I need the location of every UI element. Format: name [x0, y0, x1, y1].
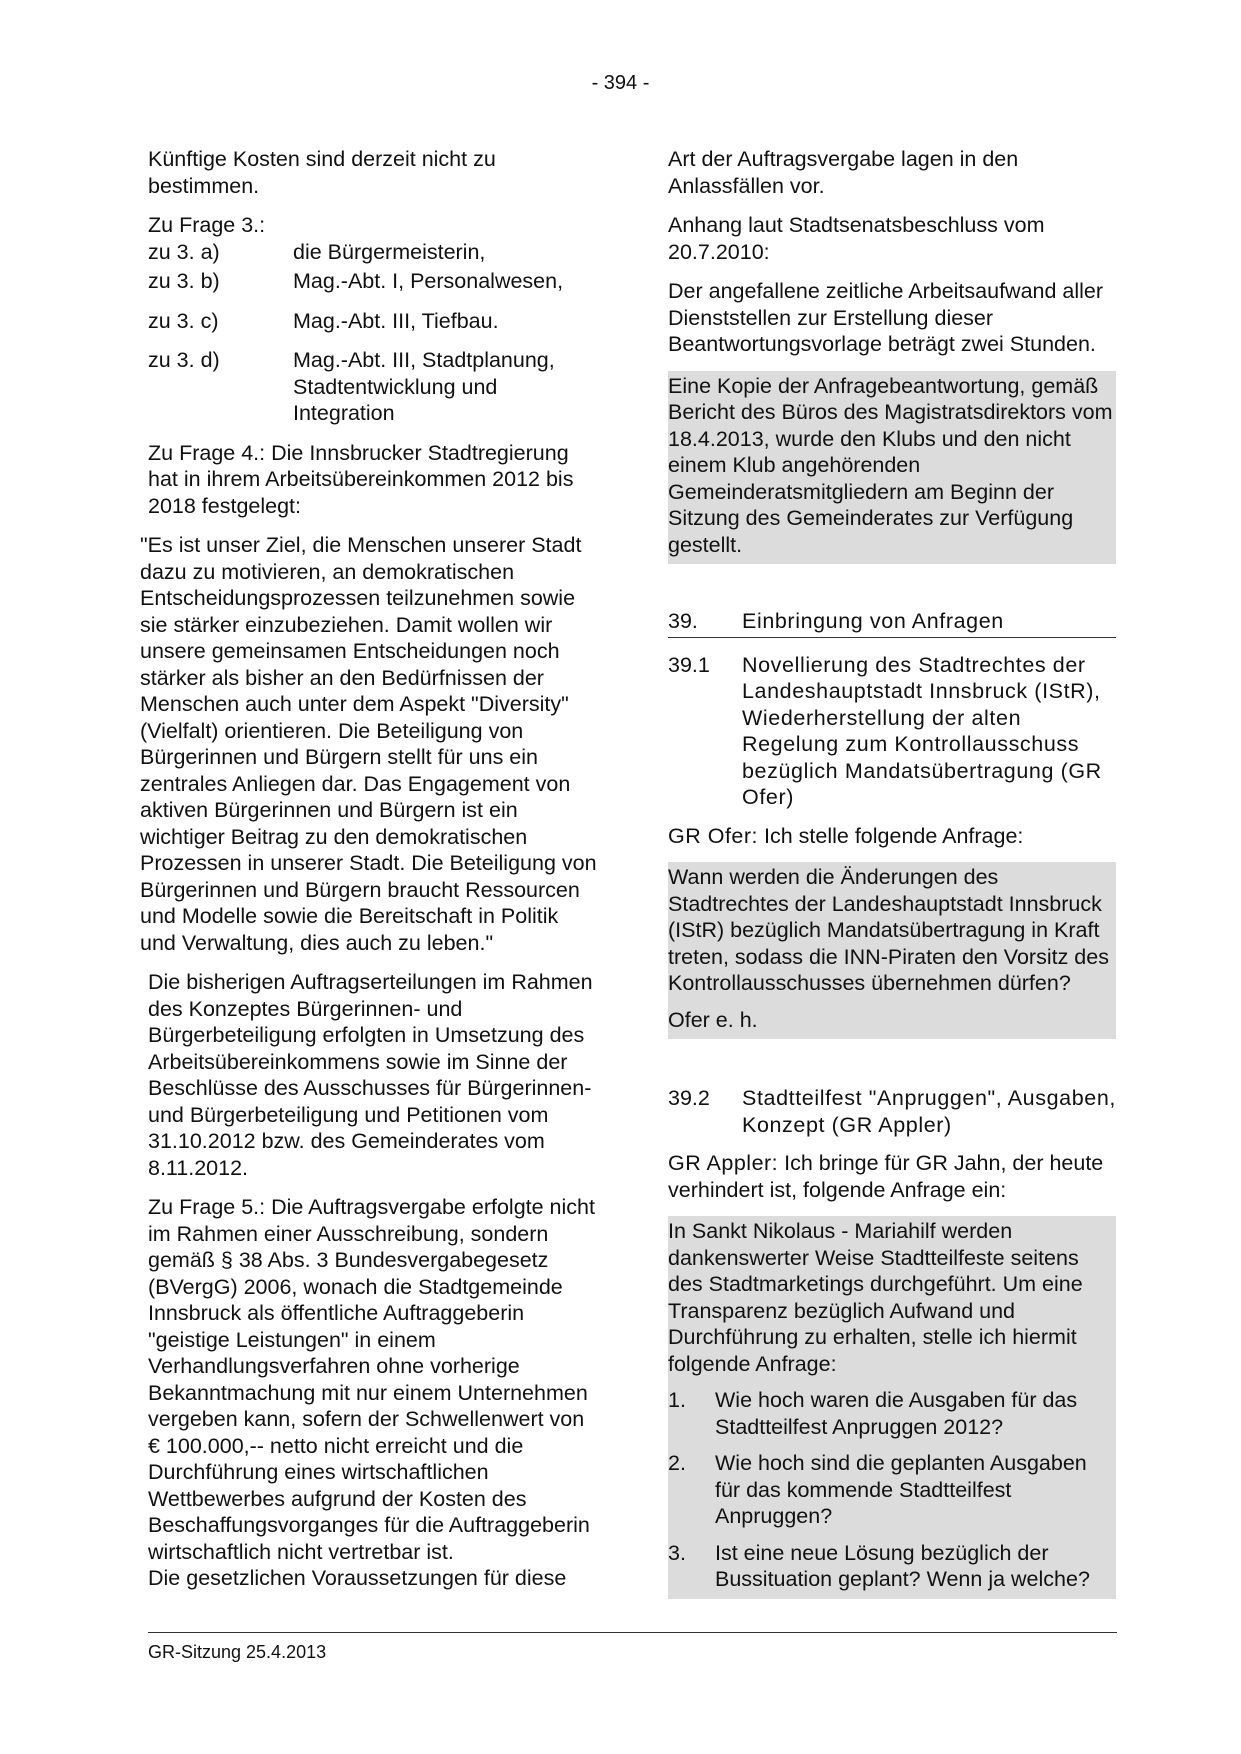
frage3-block [148, 212, 600, 427]
subsection-heading-39-1 [668, 652, 1116, 811]
paragraph-anhang: Anhang laut Stadtsenatsbeschluss vom 20.7.2010: [668, 213, 1045, 264]
section-title: Einbringung von Anfragen [742, 609, 1004, 633]
frage3-item-text: Mag.-Abt. III, Tiefbau. [293, 308, 499, 333]
frage3-item [148, 239, 600, 266]
list-item [668, 1387, 1116, 1440]
frage3-item-label: zu 3. d) [148, 348, 220, 372]
shaded-box-anfrage-ofer [668, 862, 1116, 1039]
shaded-box-text: Eine Kopie der Anfragebeantwortung, gemäß Bericht des Büros des Magistratsdirektors vom 18.4.2013, wurde den Klubs und den nicht einem Klub angehörenden Gemeinderatsmitgliedern am Beginn der Sitzung des Gemeinderates zur Verfügung gestellt. [668, 373, 1113, 557]
section-number: 39. [668, 609, 698, 633]
anfrage-text: Wann werden die Änderungen des Stadtrechtes der Landeshauptstadt Innsbruck (IStR) bezüglich Mandatsübertragung in Kraft treten, sodass die INN-Piraten den Vorsitz des Kontrollausschusses übernehmen dürfen? [668, 865, 1109, 995]
speaker-line-appler [668, 1150, 1116, 1203]
frage3-heading: Zu Frage 3.: [148, 213, 266, 237]
page-number: - 394 - [591, 72, 650, 94]
list-item-text: Wie hoch sind die geplanten Ausgaben für das kommende Stadtteilfest Anpruggen? [715, 1451, 1087, 1528]
frage3-item-text: Mag.-Abt. III, Stadtplanung, Stadtentwicklung und Integration [293, 348, 555, 425]
paragraph-frage5: Zu Frage 5.: Die Auftragsvergabe erfolgte nicht im Rahmen einer Ausschreibung, sondern gemäß § 38 Abs. 3 Bundesvergabegesetz (BVergG) 2006, wonach die Stadtgemeinde Innsbruck als öffentliche Auftraggeberin "geistige Leistungen" in einem Verhandlungsverfahren ohne vorherige Bekanntmachung mit nur einem Unternehmen vergeben kann, sofern der Schwellenwert von € 100.000,-- netto nicht erreicht und die Durchführung eines wirtschaftlichen Wettbewerbes aufgrund der Kosten des Beschaffungsvorganges für die Auftraggeberin wirtschaftlich nicht vertretbar ist. [148, 1195, 595, 1564]
list-item [668, 1450, 1116, 1530]
shaded-box-kopie [668, 371, 1116, 565]
section-heading-39 [668, 608, 1116, 638]
anfrage-text: In Sankt Nikolaus - Mariahilf werden dankenswerter Weise Stadtteilfeste seitens des Stadtmarketings durchgeführt. Um eine Transparenz bezüglich Aufwand und Durchführung zu erhalten, stelle ich hiermit folgende Anfrage: [668, 1219, 1083, 1376]
frage3-item-label: zu 3. b) [148, 269, 220, 293]
subsection-number: 39.1 [668, 652, 710, 677]
subsection-heading-39-2 [668, 1085, 1116, 1138]
list-item-text: Wie hoch waren die Ausgaben für das Stadtteilfest Anpruggen 2012? [715, 1388, 1078, 1439]
speaker-intro: Ich stelle folgende Anfrage: [764, 823, 1024, 848]
paragraph-art-der-vergabe: Art der Auftragsvergabe lagen in den Anlassfällen vor. [668, 147, 1019, 198]
speaker-intro: Ich bringe für GR Jahn, der heute verhindert ist, folgende Anfrage ein: [668, 1151, 1104, 1202]
speaker-label: GR Appler: [668, 1151, 779, 1175]
list-item-number: 2. [668, 1451, 686, 1475]
frage3-item [148, 308, 600, 335]
shaded-box-anfrage-appler [668, 1216, 1116, 1599]
list-item-text: Ist eine neue Lösung bezüglich der Bussituation geplant? Wenn ja welche? [715, 1540, 1090, 1591]
footer-text: GR-Sitzung 25.4.2013 [148, 1642, 327, 1662]
speaker-label: GR Ofer: [668, 823, 759, 848]
subsection-title: Novellierung des Stadtrechtes der Landeshauptstadt Innsbruck (IStR), Wiederherstellung der alten Regelung zum Kontrollausschuss bezüglich Mandatsübertragung (GR Ofer) [742, 652, 1102, 809]
frage3-item-text: Mag.-Abt. I, Personalwesen, [293, 269, 564, 293]
paragraph-frage4: Zu Frage 4.: Die Innsbrucker Stadtregierung hat in ihrem Arbeitsübereinkommen 2012 bis 2018 festgelegt: [148, 440, 574, 518]
paragraph-costs: Künftige Kosten sind derzeit nicht zu bestimmen. [148, 147, 496, 198]
paragraph-gesetzliche-voraussetzungen: Die gesetzlichen Voraussetzungen für diese [148, 1566, 567, 1590]
quote-arbeitsuebereinkommen: "Es ist unser Ziel, die Menschen unserer Stadt dazu zu motivieren, an demokratischen Entscheidungsprozessen teilzunehmen sowie sie stärker einzubeziehen. Damit wollen wir unsere gemeinsamen Entscheidungen noch stärker als bisher an den Bedürfnissen der Menschen auch unter dem Aspekt "Diversity" (Vielfalt) orientieren. Die Beteiligung von Bürgerinnen und Bürgern stellt für uns ein zentrales Anliegen dar. Das Engagement von aktiven Bürgerinnen und Bürgern ist ein wichtiger Beitrag zu den demokratischen Prozessen in unserer Stadt. Die Beteiligung von Bürgerinnen und Bürgern braucht Ressourcen und Modelle sowie die Bereitschaft in Politik und Verwaltung, dies auch zu leben." [140, 533, 597, 955]
frage3-item-label: zu 3. a) [148, 239, 220, 264]
right-column [668, 146, 1116, 1599]
frage3-item-label: zu 3. c) [148, 308, 219, 333]
subsection-number: 39.2 [668, 1086, 710, 1110]
frage3-item [148, 268, 600, 295]
paragraph-arbeitsaufwand: Der angefallene zeitliche Arbeitsaufwand aller Dienststellen zur Erstellung dieser Beantwortungsvorlage beträgt zwei Stunden. [668, 279, 1104, 356]
subsection-title: Stadtteilfest "Anpruggen", Ausgaben, Konzept (GR Appler) [742, 1086, 1116, 1137]
list-item-number: 1. [668, 1388, 686, 1412]
list-item-number: 3. [668, 1540, 686, 1565]
frage3-item-text: die Bürgermeisterin, [293, 239, 486, 264]
paragraph-bisherige-auftraege: Die bisherigen Auftragserteilungen im Rahmen des Konzeptes Bürgerinnen- und Bürgerbeteiligung erfolgten in Umsetzung des Arbeitsübereinkommens sowie im Sinne der Beschlüsse des Ausschusses für Bürgerinnen- und Bürgerbeteiligung und Petitionen vom 31.10.2012 bzw. des Gemeinderates vom 8.11.2012. [148, 970, 593, 1180]
anfrage-signature: Ofer e. h. [668, 1007, 758, 1032]
left-column [140, 146, 600, 1592]
list-item [668, 1540, 1116, 1593]
speaker-line-ofer [668, 823, 1116, 850]
frage3-item [148, 347, 600, 427]
footer-divider [148, 1632, 1117, 1633]
